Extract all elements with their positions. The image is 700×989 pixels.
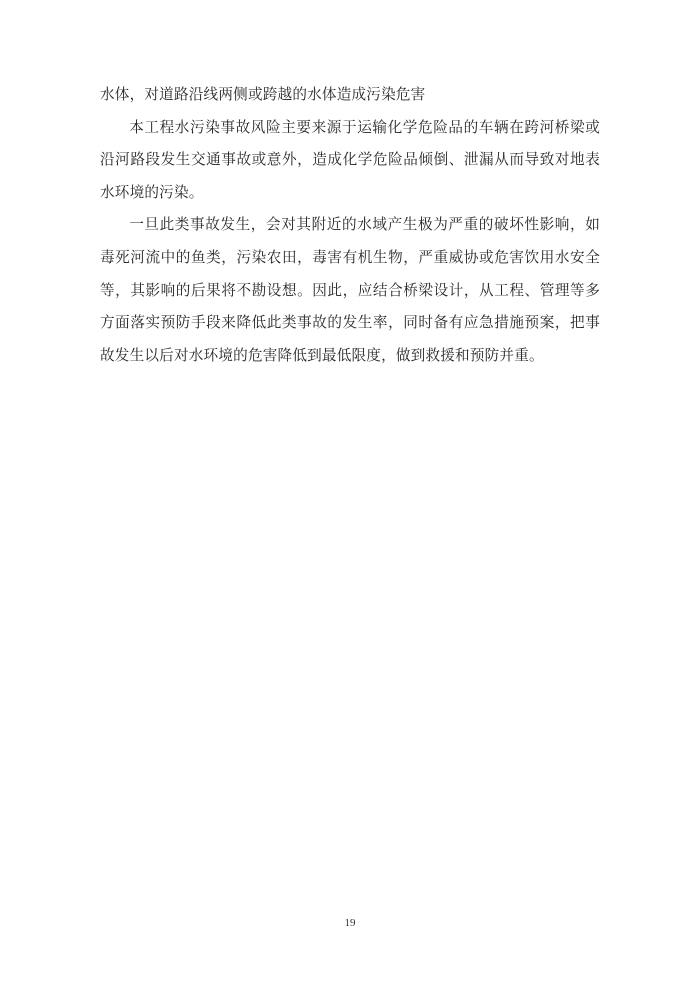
paragraph-accident-impact-prevention: 一旦此类事故发生，会对其附近的水域产生极为严重的破坏性影响，如毒死河流中的鱼类，污染农田，毒害有机生物，严重威协或危害饮用水安全等，其影响的后果将不勘设想。因此，应结合桥梁设计，从工程、管理等多方面落实预防手段来降低此类事故的发生率，同时备有应急措施预案，把事故发生以后对水环境的危害降低到最低限度，做到救援和预防并重。 bbox=[100, 217, 600, 364]
document-body bbox=[100, 79, 600, 372]
page-number: 19 bbox=[344, 917, 356, 929]
paragraph-continuation: 水体，对道路沿线两侧或跨越的水体造成污染危害 bbox=[100, 87, 426, 103]
paragraph-water-pollution-risk-source: 本工程水污染事故风险主要来源于运输化学危险品的车辆在跨河桥梁或沿河路段发生交通事故或意外，造成化学危险品倾倒、泄漏从而导致对地表水环境的污染。 bbox=[100, 119, 600, 201]
